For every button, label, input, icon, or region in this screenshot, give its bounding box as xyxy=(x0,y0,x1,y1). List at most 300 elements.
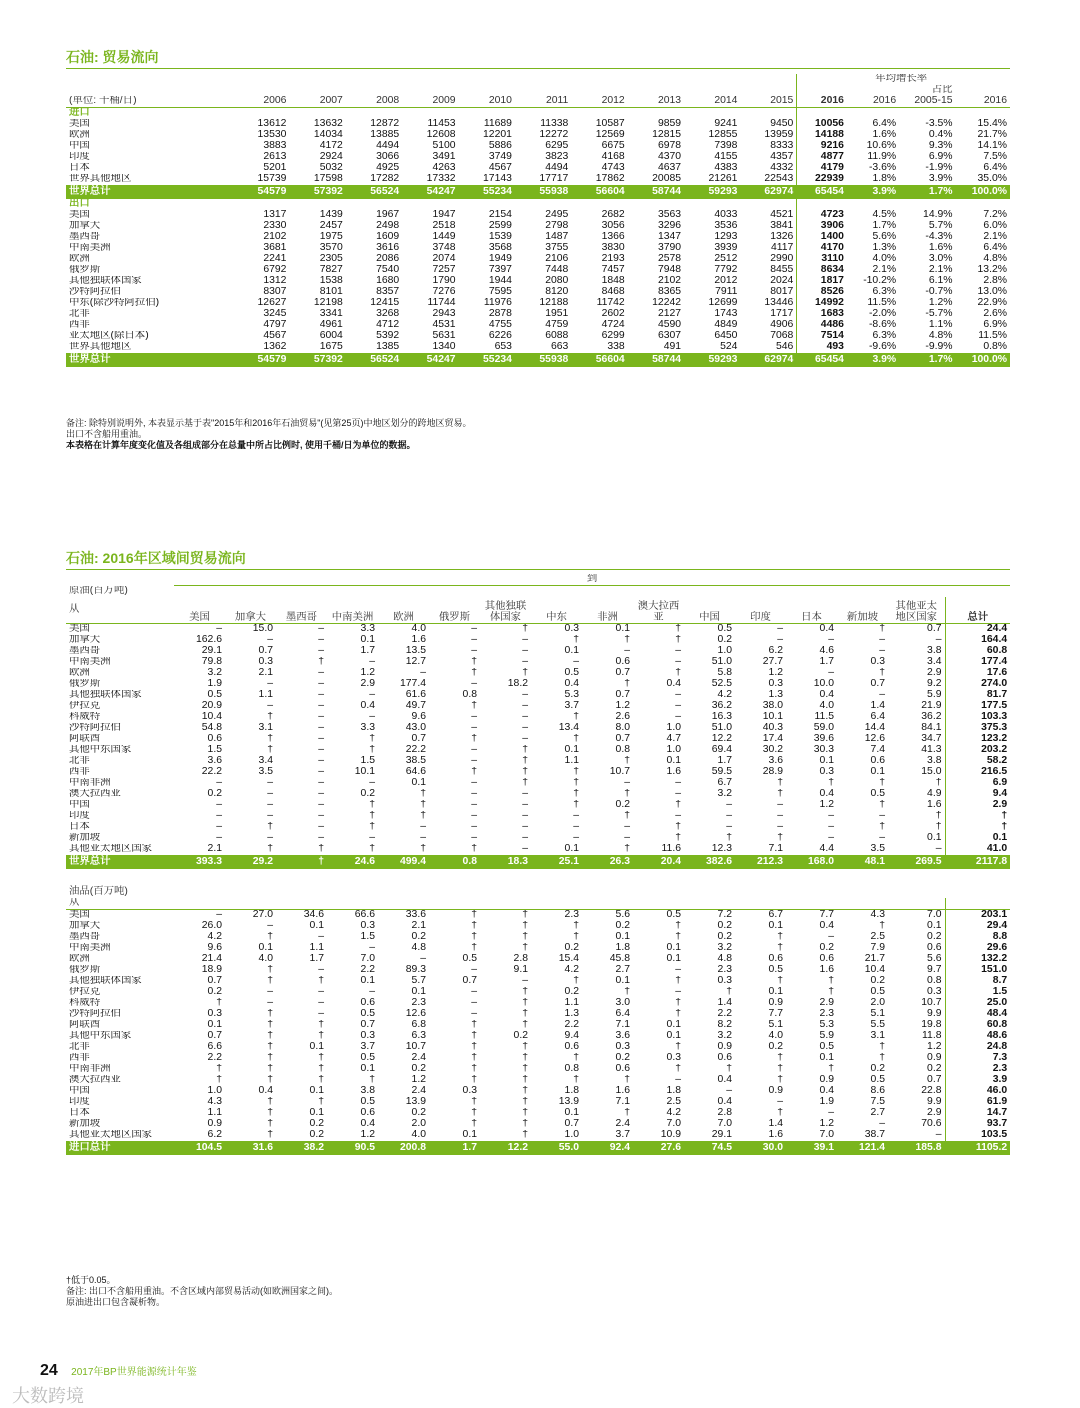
total-value: 18.3 xyxy=(480,855,531,869)
flow-value: † xyxy=(573,712,579,723)
flow-value: 1.1 xyxy=(309,943,324,954)
export-row xyxy=(66,276,1010,287)
flow-value: – xyxy=(318,778,324,789)
flow-value: 29.6 xyxy=(945,943,1010,954)
total-value: 56524 xyxy=(346,353,402,367)
flow-value: – xyxy=(216,811,222,822)
value-cell: 1944 xyxy=(488,276,512,287)
flow-value: 0.3 xyxy=(768,679,783,690)
flow-value: 2.2 xyxy=(360,965,375,976)
flow-value: 61.6 xyxy=(405,690,426,701)
value-cell: 9216 xyxy=(797,141,847,152)
flow-value: 22.2 xyxy=(405,745,426,756)
products-row xyxy=(66,1097,1010,1108)
value-cell: 4332 xyxy=(770,163,794,174)
flow-value: 0.1 xyxy=(768,987,783,998)
flow-value: † xyxy=(675,668,681,679)
flow-value: 0.2 xyxy=(309,1119,324,1130)
flow-value: 0.2 xyxy=(768,1042,783,1053)
flow-value: 43.0 xyxy=(405,723,426,734)
flow-value: † xyxy=(879,800,885,811)
flow-value: † xyxy=(522,1053,528,1064)
flow-value: † xyxy=(522,1009,528,1020)
header-cell xyxy=(740,85,796,96)
flow-value: † xyxy=(369,800,375,811)
flow-value: – xyxy=(216,778,222,789)
value-cell: 13959 xyxy=(764,130,794,141)
crude-row xyxy=(66,712,1010,723)
value-cell: 3616 xyxy=(376,243,400,254)
flow-value: 10.7 xyxy=(405,1042,426,1053)
value-cell: 2.1% xyxy=(983,232,1007,243)
flow-value: 0.1 xyxy=(666,943,681,954)
note-line: 原油进出口包含凝析物。 xyxy=(66,1297,166,1307)
flow-value: 1.2 xyxy=(411,1075,426,1086)
flow-value: † xyxy=(267,1042,273,1053)
origin-label: 墨西哥 xyxy=(69,646,101,657)
flow-value: – xyxy=(828,833,834,844)
flow-value: 6.9 xyxy=(945,778,1010,789)
flow-value: 3.5 xyxy=(870,844,885,855)
flow-value: † xyxy=(267,1064,273,1075)
crude-row xyxy=(66,745,1010,756)
flow-value: – xyxy=(522,822,528,833)
flow-value: 103.5 xyxy=(945,1130,1010,1141)
flow-value: † xyxy=(777,1108,783,1119)
value-cell: 7.5% xyxy=(983,152,1007,163)
flow-value: 36.2 xyxy=(921,712,942,723)
flow-value: 10.4 xyxy=(201,712,222,723)
value-cell: 6299 xyxy=(601,331,625,342)
value-cell: 12198 xyxy=(313,298,343,309)
total-value: 48.1 xyxy=(837,855,888,869)
flow-value: 0.2 xyxy=(564,987,579,998)
value-cell: 1449 xyxy=(432,232,456,243)
flow-value: † xyxy=(267,712,273,723)
total-value: 20.4 xyxy=(633,855,684,869)
value-cell: 6.4% xyxy=(983,243,1007,254)
flow-value: † xyxy=(522,756,528,767)
flow-value: – xyxy=(369,712,375,723)
value-cell: -9.6% xyxy=(868,342,897,353)
flow-value: – xyxy=(369,987,375,998)
flow-value: – xyxy=(573,833,579,844)
table-cell xyxy=(378,898,429,910)
flow-value: – xyxy=(420,833,426,844)
header-cell xyxy=(797,85,847,96)
table-cell xyxy=(956,199,1010,210)
flow-value: 0.4 xyxy=(258,1086,273,1097)
flow-value: † xyxy=(318,1075,324,1086)
origin-label: 科威特 xyxy=(69,998,101,1009)
value-cell: 2080 xyxy=(545,276,569,287)
value-cell: 1848 xyxy=(601,276,625,287)
table-cell xyxy=(740,199,796,210)
value-cell: 4925 xyxy=(376,163,400,174)
products-from-row xyxy=(66,898,1010,910)
flow-value: 0.9 xyxy=(207,1119,222,1130)
value-cell: 3245 xyxy=(263,309,287,320)
flow-value: 0.3 xyxy=(360,1031,375,1042)
flow-value: † xyxy=(267,932,273,943)
flow-value: † xyxy=(267,1031,273,1042)
table-cell xyxy=(945,898,1010,910)
flow-value: 0.3 xyxy=(819,767,834,778)
value-cell: 7514 xyxy=(797,331,847,342)
flow-value: † xyxy=(522,1119,528,1130)
table-cell xyxy=(888,869,945,898)
flow-value: 0.3 xyxy=(207,1009,222,1020)
export-row xyxy=(66,309,1010,320)
flow-value: 4.4 xyxy=(819,844,834,855)
flow-value: 9.4 xyxy=(945,789,1010,800)
flow-value: 69.4 xyxy=(711,745,732,756)
flow-value: 6.2 xyxy=(768,646,783,657)
table-cell xyxy=(66,574,174,586)
total-value: 54247 xyxy=(402,185,458,199)
table-cell xyxy=(276,869,327,898)
value-cell: 3906 xyxy=(797,221,847,232)
note-line: 备注: 出口不含船用重油。不含区域内部贸易活动(如欧洲国家之间)。 xyxy=(66,1286,338,1296)
flow-value: – xyxy=(828,1108,834,1119)
origin-label: 加拿大 xyxy=(69,635,101,646)
flow-value: – xyxy=(216,909,222,921)
header-cell xyxy=(289,85,345,96)
flow-value: † xyxy=(471,909,477,921)
flow-value: 0.7 xyxy=(462,976,477,987)
flow-value: 0.5 xyxy=(666,909,681,921)
flow-value: – xyxy=(675,657,681,668)
destination-header: 澳大拉西亚 xyxy=(637,601,680,623)
flow-value: † xyxy=(573,1075,579,1086)
flow-value: 3.4 xyxy=(258,756,273,767)
flow-value: – xyxy=(879,1119,885,1130)
total-value: 200.8 xyxy=(378,1141,429,1155)
value-cell: 3056 xyxy=(601,221,625,232)
total-value: 59293 xyxy=(684,353,740,367)
flow-value: † xyxy=(471,1075,477,1086)
table-cell xyxy=(515,199,571,210)
value-cell: 1743 xyxy=(714,309,738,320)
table-cell xyxy=(571,108,627,120)
value-cell: 3681 xyxy=(263,243,287,254)
value-cell: 11453 xyxy=(427,119,456,130)
flow-value: – xyxy=(935,635,942,646)
value-cell: 3755 xyxy=(545,243,569,254)
flow-value: 13.9 xyxy=(405,1097,426,1108)
value-cell: 8468 xyxy=(601,287,625,298)
crude-total-row xyxy=(66,855,1010,869)
flow-value: 26.0 xyxy=(201,921,222,932)
flow-value: – xyxy=(471,987,477,998)
total-label: 进口总计 xyxy=(66,1141,174,1155)
flow-value: 0.6 xyxy=(207,734,222,745)
value-cell: 1680 xyxy=(376,276,400,287)
value-cell: 6.4% xyxy=(983,163,1007,174)
table-cell xyxy=(174,869,225,898)
value-cell: 8365 xyxy=(657,287,682,298)
total-value: 1.7 xyxy=(429,1141,480,1155)
table-cell xyxy=(346,108,402,120)
value-cell: 2682 xyxy=(601,210,625,221)
flow-value: 89.3 xyxy=(405,965,426,976)
header-row-2 xyxy=(66,85,1010,96)
value-cell: 2512 xyxy=(714,254,738,265)
origin-label: 中南非洲 xyxy=(69,1064,111,1075)
destination-header: 欧洲 xyxy=(393,611,414,623)
flow-value: † xyxy=(573,789,579,800)
products-row xyxy=(66,1108,1010,1119)
products-row xyxy=(66,987,1010,998)
flow-value: 24.8 xyxy=(945,1042,1010,1053)
flow-value: † xyxy=(777,778,783,789)
flow-value: 0.3 xyxy=(360,921,375,932)
flow-value: † xyxy=(471,1119,477,1130)
flow-value: 0.3 xyxy=(615,1042,630,1053)
value-cell: 6307 xyxy=(657,331,682,342)
value-cell: 1.2% xyxy=(928,298,953,309)
share-col-header: 2016 xyxy=(983,96,1007,107)
flow-value: 0.3 xyxy=(462,1086,477,1097)
flow-value: † xyxy=(675,635,681,646)
flow-value: 60.8 xyxy=(945,1020,1010,1031)
products-row xyxy=(66,1053,1010,1064)
value-cell: 11689 xyxy=(483,119,512,130)
total-value: 25.1 xyxy=(531,855,582,869)
flow-value: – xyxy=(318,734,324,745)
value-cell: 2106 xyxy=(545,254,569,265)
flow-value: – xyxy=(267,921,273,932)
flow-value: – xyxy=(471,965,477,976)
origin-label: 其他中东国家 xyxy=(69,745,132,756)
value-cell: 1326 xyxy=(770,232,794,243)
origin-label: 伊拉克 xyxy=(69,701,101,712)
watermark-logo: 大数跨境 xyxy=(12,1386,84,1406)
flow-value: – xyxy=(318,723,324,734)
total-value: 168.0 xyxy=(786,855,837,869)
value-cell: 7.2% xyxy=(983,210,1007,221)
value-cell: 12569 xyxy=(595,130,625,141)
table-cell xyxy=(899,199,955,210)
flow-value: 0.7 xyxy=(207,1031,222,1042)
flow-value: 5.3 xyxy=(564,690,579,701)
table-cell xyxy=(174,586,225,598)
value-cell: 4567 xyxy=(488,163,512,174)
flow-value: 21.7 xyxy=(864,954,885,965)
value-cell: 6.9% xyxy=(983,320,1007,331)
table-cell xyxy=(276,898,327,910)
flow-value: 3.7 xyxy=(564,701,579,712)
region-label: 其他独联体国家 xyxy=(69,276,142,287)
value-cell: 1538 xyxy=(319,276,343,287)
flow-value: † xyxy=(573,932,579,943)
table-cell xyxy=(346,199,402,210)
flow-value: 132.2 xyxy=(945,954,1010,965)
flow-value: 2.8 xyxy=(513,954,528,965)
flow-value: 177.4 xyxy=(945,657,1010,668)
flow-value: 6.6 xyxy=(207,1042,222,1053)
flow-value: 10.7 xyxy=(609,767,630,778)
flow-value: 48.6 xyxy=(945,1031,1010,1042)
flow-value: – xyxy=(675,811,681,822)
header-cell xyxy=(571,74,627,85)
flow-value: † xyxy=(369,822,375,833)
flow-value: – xyxy=(522,690,528,701)
flow-value: † xyxy=(369,811,375,822)
header-cell xyxy=(402,85,458,96)
to-label: 到 xyxy=(174,574,1010,586)
flow-value: 2.0 xyxy=(870,998,885,1009)
total-value: 58744 xyxy=(628,353,684,367)
flow-value: † xyxy=(879,921,885,932)
flow-value: 2.7 xyxy=(615,965,630,976)
crude-label-row xyxy=(66,586,1010,598)
flow-value: † xyxy=(267,734,273,745)
flow-value: – xyxy=(471,723,477,734)
flow-value: – xyxy=(369,943,375,954)
page-number: 24 xyxy=(40,1362,58,1379)
value-cell: 4486 xyxy=(797,320,847,331)
import-row xyxy=(66,141,1010,152)
flow-value: – xyxy=(573,822,579,833)
origin-label: 西非 xyxy=(69,767,90,778)
products-row xyxy=(66,1064,1010,1075)
flow-value: – xyxy=(318,789,324,800)
flow-value: 0.9 xyxy=(927,1053,942,1064)
flow-value: † xyxy=(573,767,579,778)
flow-value: 13.9 xyxy=(558,1097,579,1108)
flow-value: 0.1 xyxy=(927,921,942,932)
header-cell xyxy=(797,74,847,85)
flow-value: – xyxy=(471,635,477,646)
value-cell: 10587 xyxy=(595,119,625,130)
crude-row xyxy=(66,789,1010,800)
flow-value: 0.9 xyxy=(768,998,783,1009)
value-cell: 7595 xyxy=(488,287,512,298)
total-value: 92.4 xyxy=(582,1141,633,1155)
export-row xyxy=(66,243,1010,254)
flow-value: 0.4 xyxy=(717,1075,732,1086)
region-label: 美国 xyxy=(69,119,90,130)
value-cell: 12242 xyxy=(652,298,682,309)
flow-value: † xyxy=(522,943,528,954)
flow-value: 1.1 xyxy=(207,1108,222,1119)
value-cell: 15739 xyxy=(257,174,287,185)
value-cell: 1817 xyxy=(797,276,847,287)
flow-value: – xyxy=(267,811,273,822)
total-value: 3.9% xyxy=(847,185,899,199)
table-cell xyxy=(740,108,796,120)
note-line: †低于0.05。 xyxy=(66,1275,116,1285)
flow-value: † xyxy=(675,1064,681,1075)
table-cell xyxy=(402,108,458,120)
origin-label: 俄罗斯 xyxy=(69,965,101,976)
value-cell: 12272 xyxy=(539,130,569,141)
value-cell: 3110 xyxy=(797,254,847,265)
origin-label: 欧洲 xyxy=(69,668,90,679)
flow-value: – xyxy=(879,811,885,822)
origin-label: 美国 xyxy=(69,909,90,921)
flow-value: 0.2 xyxy=(207,789,222,800)
flow-value: 4.6 xyxy=(819,646,834,657)
flow-value: 17.4 xyxy=(762,734,783,745)
flow-value: † xyxy=(624,635,630,646)
flow-value: † xyxy=(471,1042,477,1053)
value-cell: 12415 xyxy=(370,298,400,309)
flow-value: 0.1 xyxy=(564,745,579,756)
flow-value: – xyxy=(216,822,222,833)
flow-value: 0.3 xyxy=(666,1053,681,1064)
flow-value: 164.4 xyxy=(945,635,1010,646)
growth-col-header: 2016 xyxy=(873,96,897,107)
flow-value: 177.5 xyxy=(945,701,1010,712)
flow-value: 0.7 xyxy=(927,1075,942,1086)
value-cell: 13632 xyxy=(313,119,343,130)
value-cell: 7792 xyxy=(714,265,738,276)
flow-value: – xyxy=(318,745,324,756)
flow-value: – xyxy=(318,800,324,811)
value-cell: 11744 xyxy=(427,298,456,309)
flow-value: † xyxy=(369,1075,375,1086)
value-cell: 2613 xyxy=(263,152,287,163)
flow-value: † xyxy=(675,932,681,943)
region-label: 中东(除沙特阿拉伯) xyxy=(69,298,160,309)
flow-value: 60.8 xyxy=(945,646,1010,657)
flow-value: 3.2 xyxy=(717,789,732,800)
flow-value: 0.8 xyxy=(615,745,630,756)
value-cell: 2924 xyxy=(319,152,343,163)
flow-value: – xyxy=(879,690,885,701)
flow-value: 3.6 xyxy=(615,1031,630,1042)
value-cell: 22543 xyxy=(764,174,794,185)
value-cell: 4033 xyxy=(714,210,738,221)
import-row xyxy=(66,163,1010,174)
flow-value: – xyxy=(267,679,273,690)
flow-value: – xyxy=(624,822,630,833)
total-value: 90.5 xyxy=(327,1141,378,1155)
flow-value: † xyxy=(573,1053,579,1064)
value-cell: -8.6% xyxy=(868,320,897,331)
region-label: 日本 xyxy=(69,163,90,174)
header-cell xyxy=(66,74,233,85)
value-cell: 6.1% xyxy=(928,276,953,287)
total-value: 65454 xyxy=(797,353,847,367)
crude-row xyxy=(66,778,1010,789)
header-cell xyxy=(233,85,289,96)
flow-value: † xyxy=(675,623,681,635)
value-cell: 4494 xyxy=(545,163,569,174)
flow-value: 7.0 xyxy=(717,1119,732,1130)
flow-value: 2.5 xyxy=(666,1097,681,1108)
flow-value: 0.3 xyxy=(564,623,579,635)
value-cell: 11.5% xyxy=(978,331,1007,342)
header-cell xyxy=(66,85,233,96)
flow-value: 0.1 xyxy=(927,833,942,844)
flow-value: – xyxy=(522,976,528,987)
products-row xyxy=(66,1075,1010,1086)
flow-value: 3.3 xyxy=(360,723,375,734)
flow-value: † xyxy=(522,998,528,1009)
value-cell: 8120 xyxy=(545,287,569,298)
value-cell: 663 xyxy=(550,342,569,353)
value-cell: 12815 xyxy=(652,130,682,141)
flow-value: 81.7 xyxy=(945,690,1010,701)
flow-value: – xyxy=(624,646,630,657)
flow-value: † xyxy=(522,623,528,635)
flow-value: 4.3 xyxy=(870,909,885,921)
value-cell: 12608 xyxy=(426,130,456,141)
flow-value: † xyxy=(420,844,426,855)
